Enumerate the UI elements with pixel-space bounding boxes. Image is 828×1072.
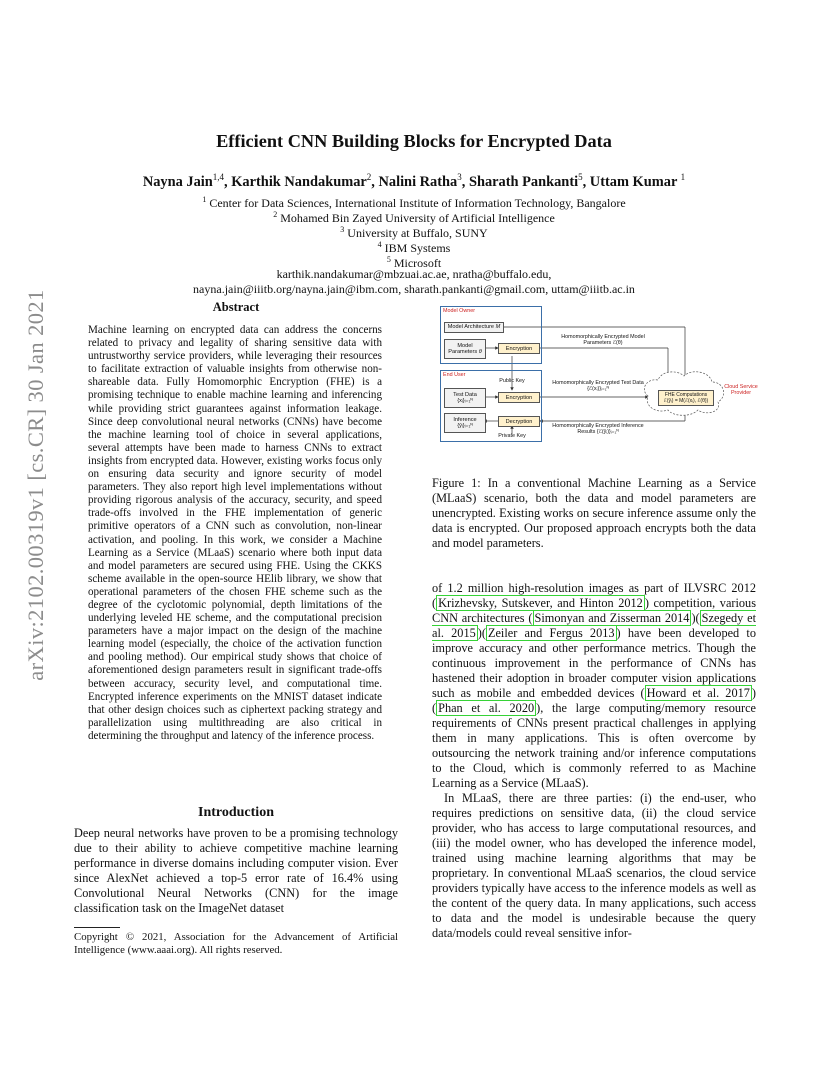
citation-link[interactable]: Phan et al. 2020 [438, 701, 535, 715]
footnote-rule [74, 927, 120, 928]
author-name: , Karthik Nandakumar [224, 173, 367, 190]
author-affil-sup: 1 [680, 172, 686, 182]
intro-title: Introduction [198, 805, 274, 820]
author-affil-sup: 3 [457, 172, 462, 182]
citation-link[interactable]: Simonyan and Zisserman 2014 [534, 611, 690, 625]
inference-box: Inference {ŷᵢ}ᵢ₌₁ᴺ [444, 413, 486, 433]
author-name: , Nalini Ratha [371, 173, 458, 190]
abstract-text: Machine learning on encrypted data can address the concerns related to privacy and legality of sharing sensitive data with untrustworthy service providers, while leveraging their resources to facilitate extraction of valuable insights from otherwise non-shareable data. Fully Homomorphic Encryption (FHE) is a promising technique to enable machine learning and inferencing while providing strict guarantees against information leakage. Since deep convolutional neural networks (CNNs) have become the machine learning tool of choice in several applications, several attempts have been made to harness CNNs to extract insights from encrypted data. However, existing works focus only on ensuring data security and ignore security of model parameters. They also report high level implementations without providing rigorous analysis of the accuracy, security, and speed trade-offs involved in the FHE implementation of generic primitive operators of a CNN such as convolution, non-linear activation, and pooling. In this work, we consider a Machine Learning as a Service (MLaaS) scenario where both input data and model parameters are secured using FHE. Using the CKKS scheme available in the open-source HElib library, we show that operational parameters of the chosen FHE scheme such as the degree of the cyclotomic polynomial, depth limitations of the underlying leveled HE scheme, and the computational precision parameters have a major impact on the design of the machine learning model (especially, the choice of the activation function and pooling method). Our empirical study shows that choice of aforementioned design parameters result in significant trade-offs between accuracy, security level, and computational time. Encrypted inference experiments on the MNIST dataset indicate that other design choices such as ciphertext packing strategy and parallelization using multithreading are also critical in determining the throughput and latency of the inference process. [88, 324, 382, 742]
intro-body [74, 826, 398, 916]
fhe-computations-box: FHE Computations ℰ(ŷᵢ) = M(ℰ(xᵢ), ℰ(θ)) [658, 390, 714, 406]
author-name: , Uttam Kumar [582, 173, 681, 190]
citation-link[interactable]: Krizhevsky, Sutskever, and Hinton 2012 [438, 596, 643, 610]
author-affil-sup: 2 [366, 172, 372, 182]
affiliation: $^5$ Microsoft [386, 255, 442, 270]
citation-link[interactable]: Howard et al. 2017 [646, 686, 750, 700]
affiliation: $^1$ Center for Data Sciences, International Institute of Information Technology, Bangalore [202, 195, 626, 210]
arxiv-identifier: arXiv:2102.00319v1 [cs.CR] 30 Jan 2021 [23, 289, 48, 681]
model-parameters-box: Model Parameters θ [444, 339, 486, 359]
model-owner-label: Model Owner [443, 308, 476, 314]
abstract-title: Abstract [212, 300, 260, 314]
public-key-label: Public Key [499, 378, 525, 384]
affiliation: $^2$ Mohamed Bin Zayed University of Artificial Intelligence [273, 210, 555, 225]
encrypted-test-data-label: Homomorphically Encrypted Test Data {ℰ(xᵢ)}ᵢ₌₁ᴺ [552, 380, 644, 393]
data-encryption-box: Encryption [498, 392, 540, 403]
affiliation: $^4$ IBM Systems [377, 240, 451, 255]
author-name: Nayna Jain [142, 173, 213, 190]
intro-text: Deep neural networks have proven to be a promising technology due to their ability to achieve competitive machine learning performance in diverse domains including computer vision. Ever since AlexNet achieved a top-5 error rate of 16.4% using Convolutional Neural Networks (CNN) for the image classification task on the ImageNet dataset [74, 826, 398, 915]
affiliation: $^3$ University at Buffalo, SUNY [340, 225, 488, 240]
encrypted-results-label: Homomorphically Encrypted Inference Results {ℰ(ŷᵢ)}ᵢ₌₁ᴺ [552, 423, 644, 436]
private-key-label: Private Key [498, 433, 526, 439]
author-affil-sup: 1,4 [212, 172, 225, 182]
test-data-box: Test Data {xᵢ}ᵢ₌₁ᴺ [444, 388, 486, 408]
model-architecture-box: Model Architecture M [444, 322, 504, 333]
paper-title: Efficient CNN Building Blocks for Encrypted Data [216, 131, 612, 151]
email-line[interactable]: nayna.jain@iiitb.org/nayna.jain@ibm.com, sharath.pankanti@gmail.com, uttam@iiitb.ac.in [193, 282, 635, 296]
figure-mlaas-diagram [440, 306, 770, 446]
encrypted-model-params-label: Homomorphically Encrypted Model Parameters ℰ(θ) [561, 334, 645, 347]
citation-link[interactable]: Zeiler and Fergus 2013 [487, 626, 615, 640]
cloud-provider-label: Cloud Service Provider [724, 384, 758, 397]
paragraph: In MLaaS, there are three parties: (i) the end-user, who requires predictions on sensitive data, (ii) the cloud service provider, who has access to large computational resources, and (iii) the model owner, who has developed the inference model, trained using machine learning algorithms that may be proprietary. In conventional MLaaS scenarios, the cloud service providers typically have access to the inference models as well as the content of the query data. In many applications, such access to data and the model is undesirable because the query data/models could reveal sensitive infor- [432, 791, 756, 940]
right-column-body [432, 581, 756, 941]
figure-caption [432, 476, 756, 551]
decryption-box: Decryption [498, 416, 540, 427]
email-line[interactable]: karthik.nandakumar@mbzuai.ac.ae, nratha@buffalo.edu, [276, 267, 552, 281]
author-affil-sup: 5 [578, 172, 583, 182]
copyright-notice: Copyright © 2021, Association for the Advancement of Artificial Intelligence (www.aaai.org). All rights reserved. [74, 931, 398, 957]
end-user-label: End User [443, 372, 466, 378]
paragraph: of 1.2 million high-resolution images as part of ILVSRC 2012 ( Krizhevsky, Sutskever, and Hinton 2012 ) competition, various CNN architectures ( Simonyan and Zisserman 2014 )( Szegedy et al. 2015 )( Zeiler and Fergus 2013 ) have been developed to improve accuracy and other performance metrics. Though the continuous improvement in the performance of CNNs has hastened their adoption in broader computer vision applications such as mobile and embedded devices ( Howard et al. 2017 )( Phan et al. 2020 ), the large computing/memory resource requirements of CNNs present practical challenges in applying them in many applications. This is often overcome by outsourcing the network training and/or inference computations to the Cloud, which is commonly referred to as Machine Learning as a Service (MLaaS). [432, 581, 757, 790]
author-name: , Sharath Pankanti [461, 173, 579, 190]
figure-caption-text: Figure 1: In a conventional Machine Learning as a Service (MLaaS) scenario, both the data and model parameters are unencrypted. Existing works on secure inference assume only the data is encrypted. Our proposed approach encrypts both the data and model parameters. [432, 476, 756, 550]
model-encryption-box: Encryption [498, 343, 540, 354]
author-list [0, 172, 828, 191]
citation-link[interactable]: Szegedy et al. 2015 [432, 611, 756, 640]
abstract-body [88, 324, 382, 743]
